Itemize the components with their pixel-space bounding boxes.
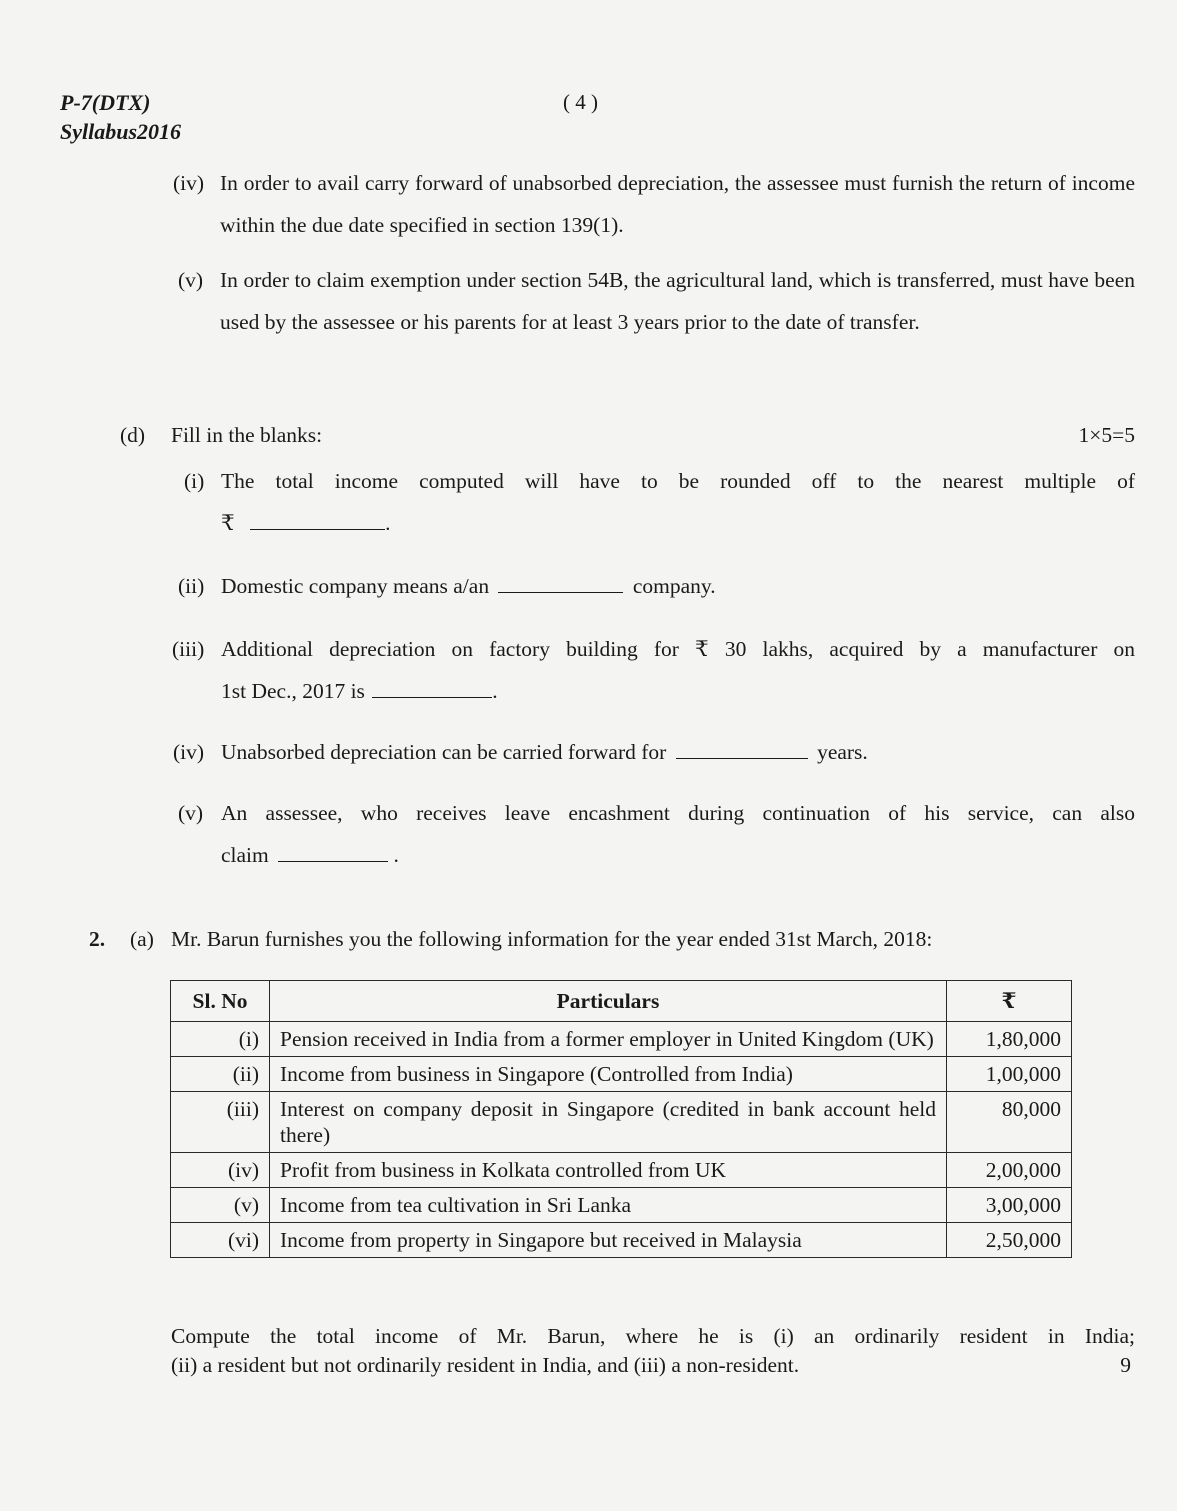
page-number: ( 4 ) [563,90,598,114]
answer-blank [278,843,388,862]
question-number: 2. [89,927,106,951]
cell-sl: (ii) [171,1057,270,1092]
question-text: The total income computed will have to be rounded off to the nearest multiple of [221,469,1135,493]
question-line2 [221,670,498,712]
paper-code-block [60,88,181,146]
cell-sl: (vi) [171,1223,270,1258]
statement-text: In order to claim exemption under section 54B, the agricultural land, which is transferred, must have been used by the assessee or his parents for at least 3 years prior to the date of transfer. [220,268,1135,334]
question-marks: 9 [1120,1353,1131,1377]
cell-amount: 1,80,000 [947,1022,1072,1057]
answer-blank [498,574,623,593]
question-text: An assessee, who receives leave encashment during continuation of his service, can also [221,801,1135,825]
punctuation: . [492,679,498,703]
income-table [170,980,1072,1258]
question-pre: Unabsorbed depreciation can be carried forward for [221,740,667,764]
question-text: Additional depreciation on factory building for ₹ 30 lakhs, acquired by a manufacturer on [221,637,1135,661]
table-row [171,1223,1072,1258]
table-row [171,1188,1072,1223]
table-row [171,1153,1072,1188]
cell-particulars: Interest on company deposit in Singapore (credited in bank account held there) [270,1092,947,1153]
statement-label: (v) [178,268,204,292]
question-post: years. [817,740,868,764]
question-text [221,565,716,607]
punctuation: . [385,511,391,535]
question-label: (i) [184,469,205,493]
table-header-row [171,981,1072,1022]
section-label: (d) [120,423,146,447]
question-part: (a) [130,927,154,951]
question-label: (ii) [178,574,205,598]
column-header-particulars: Particulars [270,981,947,1022]
compute-line-2: (ii) a resident but not ordinarily resident in India, and (iii) a non-resident. [171,1353,800,1377]
question-line2 [221,502,390,544]
column-header-amount: ₹ [947,981,1072,1022]
section-title: Fill in the blanks: [171,423,323,447]
cell-particulars: Income from property in Singapore but received in Malaysia [270,1223,947,1258]
question-post: company. [632,574,716,598]
question-label: (iii) [172,637,205,661]
question-pre: Domestic company means a/an [221,574,490,598]
answer-blank [372,679,492,698]
statement-text: In order to avail carry forward of unabsorbed depreciation, the assessee must furnish the return of income within the due date specified in section 139(1). [220,171,1135,237]
table-row [171,1022,1072,1057]
cell-particulars: Income from business in Singapore (Controlled from India) [270,1057,947,1092]
cell-amount: 2,50,000 [947,1223,1072,1258]
cell-sl: (iv) [171,1153,270,1188]
punctuation: . [393,843,399,867]
paper-code: P-7(DTX) [60,90,151,115]
question-intro-text: Mr. Barun furnishes you the following information for the year ended 31st March, 2018: [171,927,933,951]
question-line2-text: 1st Dec., 2017 is [221,679,365,703]
table-row [171,1057,1072,1092]
answer-blank [676,740,808,759]
column-header-sl: Sl. No [171,981,270,1022]
question-text [221,731,868,773]
cell-sl: (i) [171,1022,270,1057]
cell-sl: (iii) [171,1092,270,1153]
compute-line-1: Compute the total income of Mr. Barun, where he is (i) an ordinarily resident in India; [171,1324,1135,1348]
question-line2 [221,834,399,876]
cell-amount: 80,000 [947,1092,1072,1153]
rupee-symbol: ₹ [221,511,235,535]
question-label: (iv) [173,740,205,764]
cell-particulars: Pension received in India from a former employer in United Kingdom (UK) [270,1022,947,1057]
statement-label: (iv) [173,171,205,195]
answer-blank [250,511,385,530]
cell-amount: 2,00,000 [947,1153,1072,1188]
syllabus-label: Syllabus2016 [60,119,182,144]
cell-amount: 1,00,000 [947,1057,1072,1092]
section-marks: 1×5=5 [1078,423,1135,447]
table-row [171,1092,1072,1153]
cell-particulars: Income from tea cultivation in Sri Lanka [270,1188,947,1223]
question-line2-text: claim [221,843,269,867]
cell-sl: (v) [171,1188,270,1223]
cell-particulars: Profit from business in Kolkata controlled from UK [270,1153,947,1188]
cell-amount: 3,00,000 [947,1188,1072,1223]
question-label: (v) [178,801,204,825]
